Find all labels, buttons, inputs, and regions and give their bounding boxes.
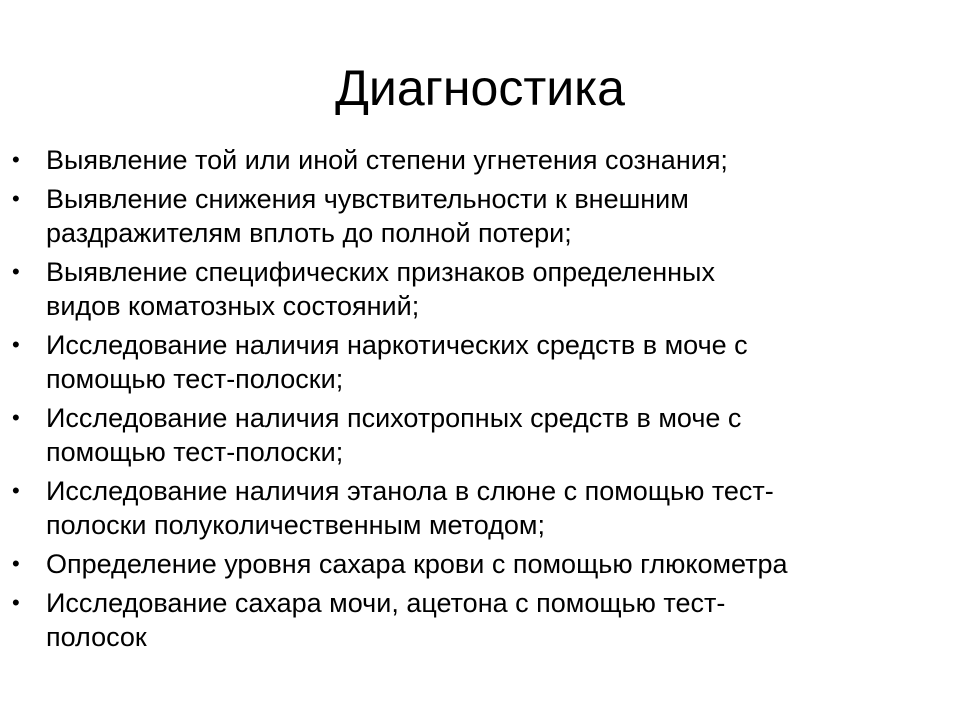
bullet-dot-icon: • (12, 551, 20, 576)
slide-title: Диагностика (335, 60, 625, 116)
bullet-item (0, 547, 960, 581)
bullet-text-line: полоски полуколичественным методом; (46, 510, 545, 540)
bullet-dot-icon: • (12, 405, 20, 430)
bullet-text-line: видов коматозных состояний; (46, 291, 420, 321)
bullet-text-line: Выявление снижения чувствительности к внешним (46, 184, 689, 214)
bullet-text-line: помощью тест-полоски; (46, 437, 344, 467)
bullet-item (0, 474, 960, 542)
bullet-text-line: Исследование сахара мочи, ацетона с помощью тест- (46, 588, 726, 618)
bullet-text-line: полосок (46, 622, 147, 652)
bullet-text-line: Выявление специфических признаков определенных (46, 257, 715, 287)
bullet-dot-icon: • (12, 478, 20, 503)
bullet-text-line: раздражителям вплоть до полной потери; (46, 218, 572, 248)
bullet-text-line: Исследование наличия этанола в слюне с помощью тест- (46, 476, 774, 506)
bullet-dot-icon: • (12, 332, 20, 357)
bullet-item (0, 143, 960, 177)
bullet-item (0, 182, 960, 250)
bullet-item (0, 586, 960, 654)
bullet-item (0, 401, 960, 469)
bullet-dot-icon: • (12, 186, 20, 211)
bullet-item (0, 255, 960, 323)
bullet-text-line: помощью тест-полоски; (46, 364, 344, 394)
bullet-item (0, 328, 960, 396)
bullet-dot-icon: • (12, 590, 20, 615)
bullet-dot-icon: • (12, 147, 20, 172)
bullet-text-line: Исследование наличия психотропных средств в моче с (46, 403, 742, 433)
bullet-text-line: Исследование наличия наркотических средств в моче с (46, 330, 748, 360)
bullet-dot-icon: • (12, 259, 20, 284)
bullet-text-line: Выявление той или иной степени угнетения сознания; (46, 145, 728, 175)
bullet-list (0, 143, 960, 659)
bullet-text-line: Определение уровня сахара крови с помощью глюкометра (46, 549, 788, 579)
